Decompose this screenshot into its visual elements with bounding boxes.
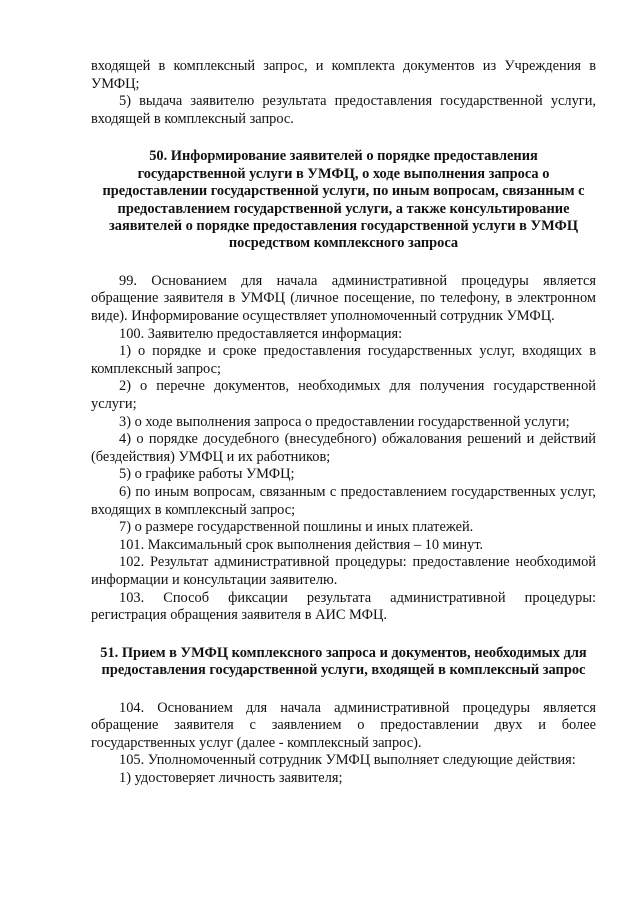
paragraph-102: 102. Результат административной процедуры: предоставление необходимой информации и консультации заявителю.	[91, 554, 596, 588]
paragraph-103: 103. Способ фиксации результата административной процедуры: регистрация обращения заявителя в АИС МФЦ.	[91, 589, 596, 624]
list-item: 1) о порядке и сроке предоставления государственных услуг, входящих в комплексный запрос;	[91, 343, 596, 377]
paragraph-101: 101. Максимальный срок выполнения действия – 10 минут.	[119, 536, 484, 553]
list-item: 4) о порядке досудебного (внесудебного) обжалования решений и действий (бездействия) УМФЦ и их работников;	[91, 431, 596, 465]
list-item-1: 1) удостоверяет личность заявителя;	[119, 769, 343, 786]
paragraph-100: 100. Заявителю предоставляется информация:	[119, 325, 403, 342]
paragraph-continued: входящей в комплексный запрос, и комплекта документов из Учреждения в УМФЦ;	[91, 58, 596, 92]
paragraph-104: 104. Основанием для начала административной процедуры является обращение заявителя с заявлением о предоставлении двух и более государственных услуг (далее - комплексный запрос).	[91, 699, 596, 751]
paragraph-99: 99. Основанием для начала административной процедуры является обращение заявителя в УМФЦ (личное посещение, по телефону, в электронном виде). Информирование осуществляет уполномоченный сотрудник УМФЦ.	[91, 272, 596, 324]
list-item: 6) по иным вопросам, связанным с предоставлением государственных услуг, входящих в комплексный запрос;	[91, 483, 596, 518]
section-50-heading: 50. Информирование заявителей о порядке предоставления государственной услуги в УМФЦ, о ходе выполнения запроса о предоставлении государственной услуги, по иным вопросам, связанным с предоставлением государственной услуги, а также консультирование заявителей о порядке предоставления государственной услуги в УМФЦ посредством комплексного запроса	[102, 148, 585, 252]
section-51-heading: 51. Прием в УМФЦ комплексного запроса и документов, необходимых для предоставления государственной услуги, входящей в комплексный запрос	[100, 644, 587, 679]
list-item: 7) о размере государственной пошлины и иных платежей.	[119, 519, 474, 536]
list-item-5: 5) выдача заявителю результата предоставления государственной услуги, входящей в комплексный запрос.	[91, 93, 596, 127]
paragraph-105: 105. Уполномоченный сотрудник УМФЦ выполняет следующие действия:	[119, 752, 576, 769]
list-item: 5) о графике работы УМФЦ;	[119, 466, 295, 483]
list-item: 3) о ходе выполнения запроса о предоставлении государственной услуги;	[119, 413, 570, 430]
list-item: 2) о перечне документов, необходимых для получения государственной услуги;	[91, 378, 596, 412]
